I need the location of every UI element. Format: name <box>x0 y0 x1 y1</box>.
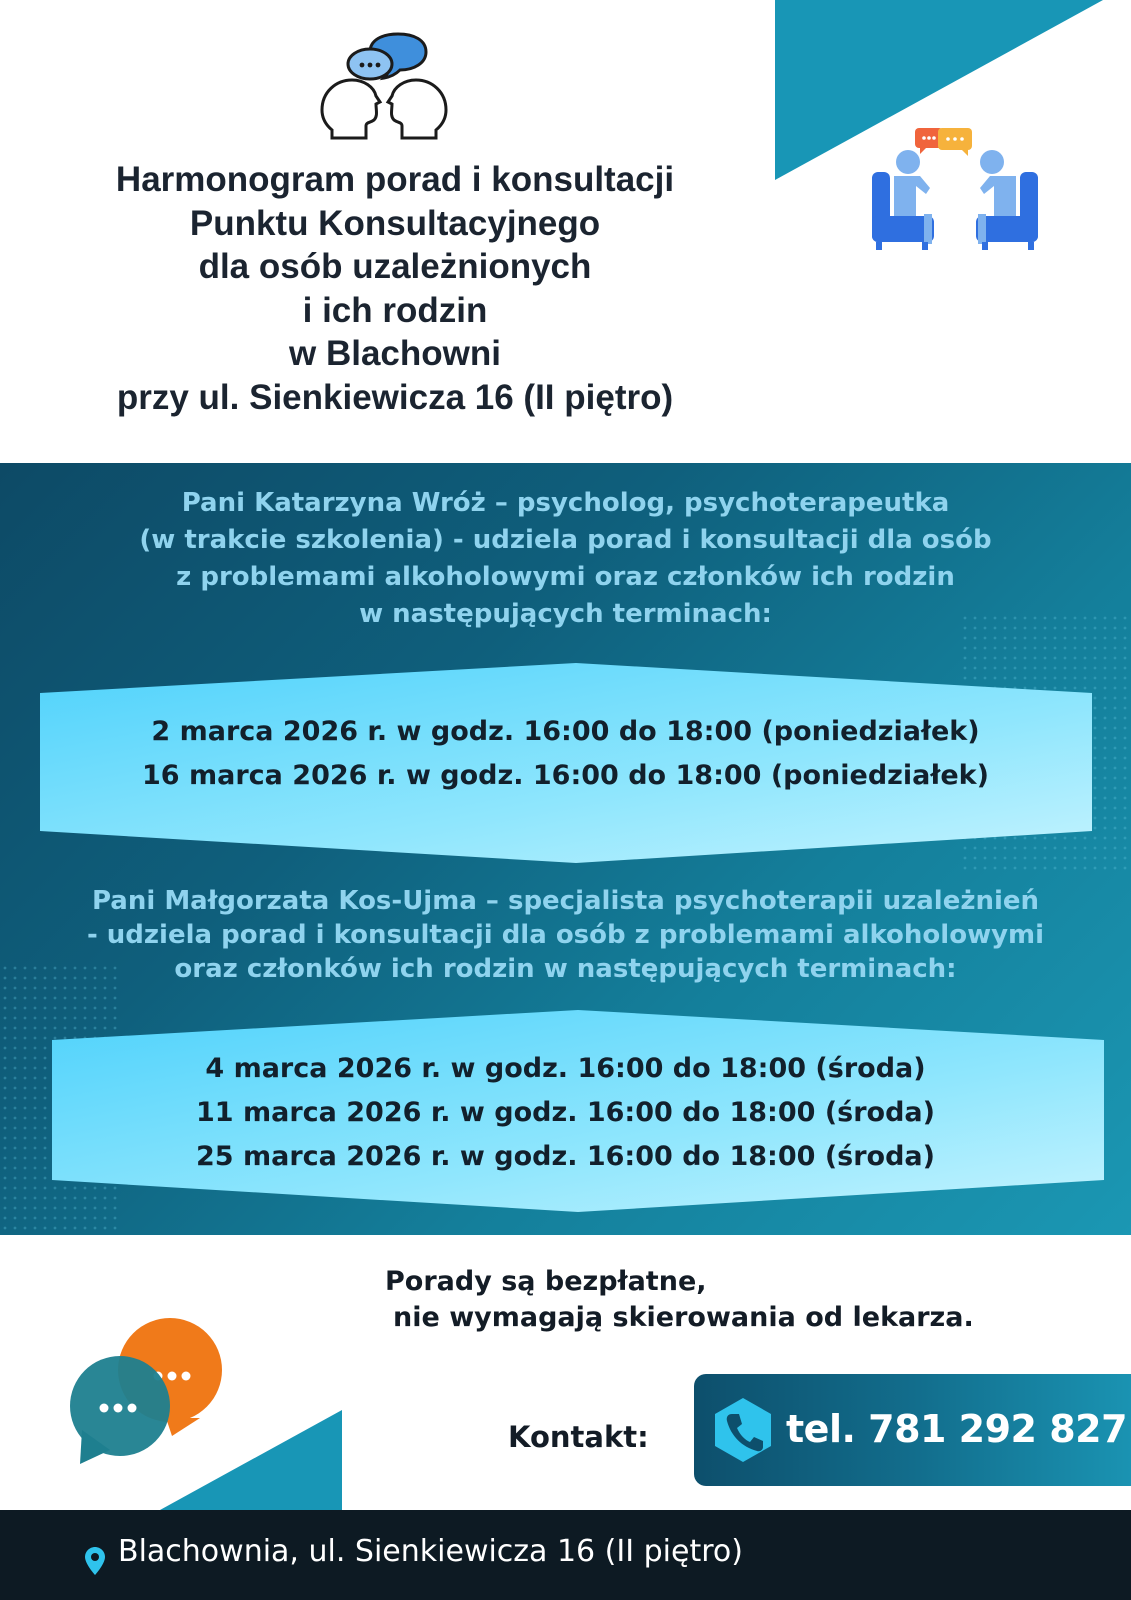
title-line: przy ul. Sienkiewicza 16 (II piętro) <box>116 377 674 417</box>
intro-line: z problemami alkoholowymi oraz członków ich rodzin <box>176 562 955 592</box>
date-entry: 16 marca 2026 r. w godz. 16:00 do 18:00 (poniedziałek) <box>142 760 989 791</box>
specialist-2-dates <box>0 1047 1131 1179</box>
contact-label: Kontakt: <box>508 1420 649 1454</box>
title-line: Punktu Konsultacyjnego <box>189 203 601 243</box>
specialist-1-dates <box>0 710 1131 798</box>
phone-box[interactable] <box>694 1374 1131 1486</box>
location-pin-icon <box>84 1546 106 1576</box>
footer <box>0 1510 1131 1600</box>
date-entry: 25 marca 2026 r. w godz. 16:00 do 18:00 (środa) <box>196 1141 935 1172</box>
intro-line: Pani Małgorzata Kos-Ujma – specjalista psychoterapii uzależnień <box>91 886 1040 916</box>
intro-line: w następujących terminach: <box>359 599 772 629</box>
date-entry: 2 marca 2026 r. w godz. 16:00 do 18:00 (poniedziałek) <box>151 716 980 747</box>
title-line: w Blachowni <box>289 334 501 373</box>
phone-icon <box>712 1396 774 1464</box>
bottom-triangle <box>160 1410 344 1510</box>
talking-heads-icon <box>318 30 450 146</box>
date-entry: 11 marca 2026 r. w godz. 16:00 do 18:00 (środa) <box>196 1097 935 1128</box>
free-advice-notice <box>385 1264 1025 1336</box>
schedule-band <box>0 463 1131 1235</box>
title-line: dla osób uzależnionych <box>198 247 592 286</box>
intro-line: - udziela porad i konsultacji dla osób z problemami alkoholowymi <box>86 920 1045 950</box>
date-entry: 4 marca 2026 r. w godz. 16:00 do 18:00 (środa) <box>205 1053 926 1084</box>
phone-number[interactable]: tel. 781 292 827 <box>786 1407 1128 1451</box>
intro-line: (w trakcie szkolenia) - udziela porad i konsultacji dla osób <box>139 525 992 555</box>
footer-address: Blachownia, ul. Sienkiewicza 16 (II piętro) <box>118 1534 743 1569</box>
title-line: Harmonogram porad i konsultacji <box>115 160 675 199</box>
specialist-1-intro <box>30 485 1101 633</box>
consultation-chairs-icon <box>870 128 1040 252</box>
specialist-2-intro <box>30 884 1101 986</box>
notice-line: nie wymagają skierowania od lekarza. <box>393 1302 974 1333</box>
intro-line: Pani Katarzyna Wróż – psycholog, psychoterapeutka <box>181 488 950 518</box>
notice-line: Porady są bezpłatne, <box>385 1266 707 1297</box>
page-title <box>40 158 750 419</box>
intro-line: oraz członków ich rodzin w następujących terminach: <box>174 954 957 984</box>
title-line: i ich rodzin <box>302 290 488 330</box>
